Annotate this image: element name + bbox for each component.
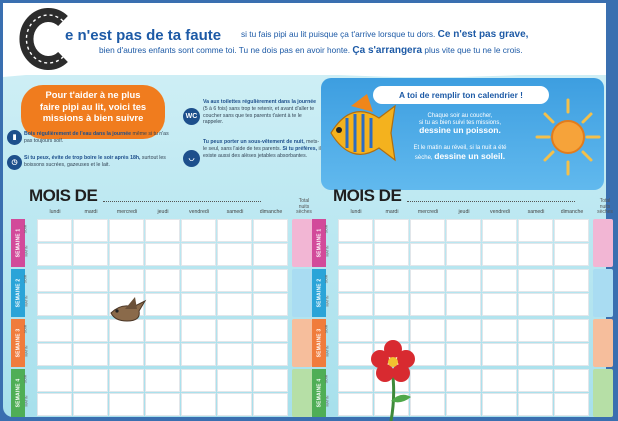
day-cell-morning[interactable] [482,343,517,366]
day-cell-evening[interactable] [338,219,373,242]
calendar-prompt-sun-text: Et le matin au réveil, si la nuit a été sèche, dessine un soleil. [413,145,507,161]
day-cell-evening[interactable] [145,369,180,392]
week-label-text: SEMAINE 4 [316,378,323,408]
day-cell-evening[interactable] [73,369,108,392]
day-cell-morning[interactable] [410,393,445,416]
underwear-icon: ◡ [183,150,200,167]
day-cell-morning[interactable] [217,343,252,366]
day-cell-morning[interactable] [145,293,180,316]
day-cell-evening[interactable] [145,269,180,292]
matin-label: MATIN [24,395,29,407]
tip-toilets: Va aux toilettes régulièrement dans la journée (5 à 6 fois) sans trop te retenir, et avant d'aller te coucher sans que tes parents t'aient à te le rappeler. [203,99,317,126]
day-cell-evening[interactable] [181,369,216,392]
week-total-cell[interactable] [593,219,613,267]
day-cell-morning[interactable] [181,343,216,366]
month-line-left[interactable] [103,200,261,202]
matin-label: MATIN [325,345,330,357]
day-cell-morning[interactable] [518,243,553,266]
day-cell-evening[interactable] [145,319,180,342]
matin-label: MATIN [24,245,29,257]
day-header-right-2: mercredi [417,209,439,215]
header-line-2: bien d'autres enfants sont comme toi. Tu ne dois pas en avoir honte. Ça s'arrangera plus vite que tu ne le crois. [99,45,523,56]
day-header-right-3: jeudi [458,209,470,215]
day-cell-morning[interactable] [518,293,553,316]
day-cell-evening[interactable] [446,269,481,292]
day-cell-morning[interactable] [217,243,252,266]
day-header-left-4: vendredi [189,209,209,215]
day-cell-evening[interactable] [374,319,409,342]
day-cell-evening[interactable] [554,269,589,292]
day-cell-evening[interactable] [482,219,517,242]
soir-label: SOIR [324,224,329,234]
day-cell-evening[interactable] [217,219,252,242]
day-cell-evening[interactable] [217,269,252,292]
day-cell-morning[interactable] [338,243,373,266]
matin-label: MATIN [325,245,330,257]
total-header-line: sèches [597,209,613,215]
missions-bubble: Pour t'aider à ne plus faire pipi au lit, voici tes missions à bien suivre [21,85,165,139]
day-cell-morning[interactable] [73,243,108,266]
day-cell-evening[interactable] [554,219,589,242]
clock-icon: ◷ [7,155,22,170]
day-cell-evening[interactable] [374,219,409,242]
day-cell-morning[interactable] [145,343,180,366]
week-label-text: SEMAINE 3 [316,328,323,358]
total-header-right [592,199,618,216]
day-cell-morning[interactable] [37,293,72,316]
day-cell-evening[interactable] [109,269,144,292]
day-cell-evening[interactable] [338,369,373,392]
water-glass-icon: ▮ [7,130,22,145]
sun-icon [533,96,603,178]
soir-label: SOIR [23,324,28,334]
week-label-text: SEMAINE 1 [15,228,22,258]
day-cell-evening[interactable] [217,319,252,342]
day-cell-morning[interactable] [410,293,445,316]
flower-icon [371,341,415,421]
soir-label: SOIR [324,324,329,334]
day-cell-morning[interactable] [73,343,108,366]
day-header-left-3: jeudi [157,209,169,215]
day-cell-evening[interactable] [253,269,288,292]
day-cell-evening[interactable] [73,219,108,242]
day-cell-morning[interactable] [338,293,373,316]
total-header-line: Total [599,198,611,204]
week-total-cell[interactable] [292,319,312,367]
week-total-cell[interactable] [593,369,613,417]
week-label-text: SEMAINE 3 [15,328,22,358]
day-header-left-6: dimanche [259,209,283,215]
matin-label: MATIN [325,295,330,307]
total-header-line: nuits [599,203,611,210]
tip-evening-drinks: Si tu peux, évite de trop boire le soir après 18h, surtout les boissons sucrées, gazeuses et le lait. [24,155,166,168]
day-cell-morning[interactable] [518,343,553,366]
road-letter-c-icon [25,11,69,67]
day-cell-evening[interactable] [518,319,553,342]
total-header-line: Total [298,198,310,204]
day-cell-morning[interactable] [410,343,445,366]
day-cell-morning[interactable] [181,393,216,416]
day-header-left-5: samedi [226,209,244,215]
day-cell-morning[interactable] [217,293,252,316]
day-cell-morning[interactable] [181,293,216,316]
matin-label: MATIN [325,395,330,407]
day-cell-morning[interactable] [446,243,481,266]
fish-icon [321,88,399,178]
day-cell-evening[interactable] [338,269,373,292]
day-cell-evening[interactable] [73,319,108,342]
day-cell-morning[interactable] [374,293,409,316]
day-cell-morning[interactable] [554,343,589,366]
day-cell-morning[interactable] [554,393,589,416]
day-cell-evening[interactable] [338,319,373,342]
day-header-right-1: mardi [385,209,399,215]
week-total-cell[interactable] [292,219,312,267]
day-cell-evening[interactable] [37,269,72,292]
day-cell-morning[interactable] [338,393,373,416]
day-cell-morning[interactable] [181,243,216,266]
day-cell-morning[interactable] [253,343,288,366]
month-label-left: MOIS DE [29,186,98,205]
calendar-left [11,198,312,421]
bird-icon [107,295,149,329]
day-cell-evening[interactable] [482,269,517,292]
day-cell-evening[interactable] [253,319,288,342]
day-cell-morning[interactable] [145,243,180,266]
day-cell-evening[interactable] [374,269,409,292]
matin-label: MATIN [24,295,29,307]
day-cell-evening[interactable] [554,369,589,392]
day-cell-evening[interactable] [446,319,481,342]
week-total-cell[interactable] [292,369,312,417]
matin-label: MATIN [24,345,29,357]
day-cell-morning[interactable] [482,393,517,416]
day-header-left-0: lundi [49,209,61,215]
day-cell-evening[interactable] [181,219,216,242]
day-cell-morning[interactable] [482,293,517,316]
day-cell-morning[interactable] [554,243,589,266]
day-cell-evening[interactable] [518,219,553,242]
day-cell-morning[interactable] [374,243,409,266]
day-cell-evening[interactable] [217,369,252,392]
day-cell-evening[interactable] [446,219,481,242]
header-title: e n'est pas de ta faute [65,27,222,44]
day-cell-morning[interactable] [253,243,288,266]
day-cell-morning[interactable] [37,393,72,416]
day-cell-morning[interactable] [217,393,252,416]
day-cell-evening[interactable] [410,369,445,392]
week-label-text: SEMAINE 2 [316,278,323,308]
day-cell-morning[interactable] [37,343,72,366]
week-label-text: SEMAINE 4 [15,378,22,408]
week-label-text: SEMAINE 1 [316,228,323,258]
day-cell-morning[interactable] [109,243,144,266]
day-cell-morning[interactable] [338,343,373,366]
week-total-cell[interactable] [593,269,613,317]
soir-label: SOIR [324,274,329,284]
day-cell-evening[interactable] [410,319,445,342]
day-header-right-0: lundi [350,209,362,215]
day-cell-evening[interactable] [37,369,72,392]
day-cell-morning[interactable] [446,393,481,416]
day-cell-evening[interactable] [37,219,72,242]
day-cell-morning[interactable] [253,393,288,416]
day-cell-evening[interactable] [181,319,216,342]
day-cell-morning[interactable] [554,293,589,316]
day-cell-morning[interactable] [73,393,108,416]
tip-night-underwear: Tu peux porter un sous-vêtement de nuit, mets-le seul, sans l'aide de tes parents. Si tu préfères, il existe aussi des alèses jetables absorbantes. [203,139,321,159]
day-header-left-2: mercredi [116,209,138,215]
day-header-right-6: dimanche [560,209,584,215]
day-cell-morning[interactable] [37,243,72,266]
day-cell-evening[interactable] [518,269,553,292]
day-cell-morning[interactable] [145,393,180,416]
soir-label: SOIR [23,274,28,284]
day-cell-morning[interactable] [446,343,481,366]
tip-drink-water: Bois régulièrement de l'eau dans la journée même si tu n'as pas toujours soif. [24,131,169,144]
day-header-right-4: vendredi [490,209,510,215]
month-label-right: MOIS DE [333,186,402,205]
day-cell-morning[interactable] [410,243,445,266]
day-cell-morning[interactable] [518,393,553,416]
day-cell-evening[interactable] [109,369,144,392]
day-header-left-1: mardi [84,209,98,215]
total-header-line: nuits [298,203,310,210]
week-label-text: SEMAINE 2 [15,278,22,308]
day-cell-evening[interactable] [37,319,72,342]
day-cell-evening[interactable] [410,219,445,242]
week-total-cell[interactable] [292,269,312,317]
day-cell-evening[interactable] [181,269,216,292]
page [3,3,613,417]
day-cell-evening[interactable] [446,369,481,392]
calendar-prompt-fish-text: Chaque soir au coucher, si tu as bien suivi tes missions, dessine un poisson. [418,113,502,136]
day-cell-evening[interactable] [518,369,553,392]
day-cell-evening[interactable] [482,319,517,342]
day-cell-morning[interactable] [482,243,517,266]
day-cell-morning[interactable] [73,293,108,316]
day-cell-evening[interactable] [554,319,589,342]
day-cell-evening[interactable] [410,269,445,292]
wc-icon: WC [183,108,200,125]
month-line-right[interactable] [407,200,575,202]
day-cell-morning[interactable] [109,393,144,416]
day-cell-evening[interactable] [253,219,288,242]
day-cell-evening[interactable] [109,219,144,242]
day-cell-evening[interactable] [145,219,180,242]
day-cell-evening[interactable] [73,269,108,292]
day-cell-morning[interactable] [109,343,144,366]
day-cell-evening[interactable] [482,369,517,392]
week-total-cell[interactable] [593,319,613,367]
calendar-prompt-title: A toi de remplir ton calendrier ! [373,86,549,104]
soir-label: SOIR [23,224,28,234]
total-header-line: sèches [296,209,312,215]
soir-label: SOIR [324,374,329,384]
day-header-right-5: samedi [527,209,545,215]
soir-label: SOIR [23,374,28,384]
header-line-1: si tu fais pipi au lit puisque ça t'arrive lorsque tu dors. Ce n'est pas grave, [241,29,529,40]
day-cell-evening[interactable] [253,369,288,392]
calendar-right [312,198,613,421]
day-cell-morning[interactable] [253,293,288,316]
day-cell-morning[interactable] [446,293,481,316]
